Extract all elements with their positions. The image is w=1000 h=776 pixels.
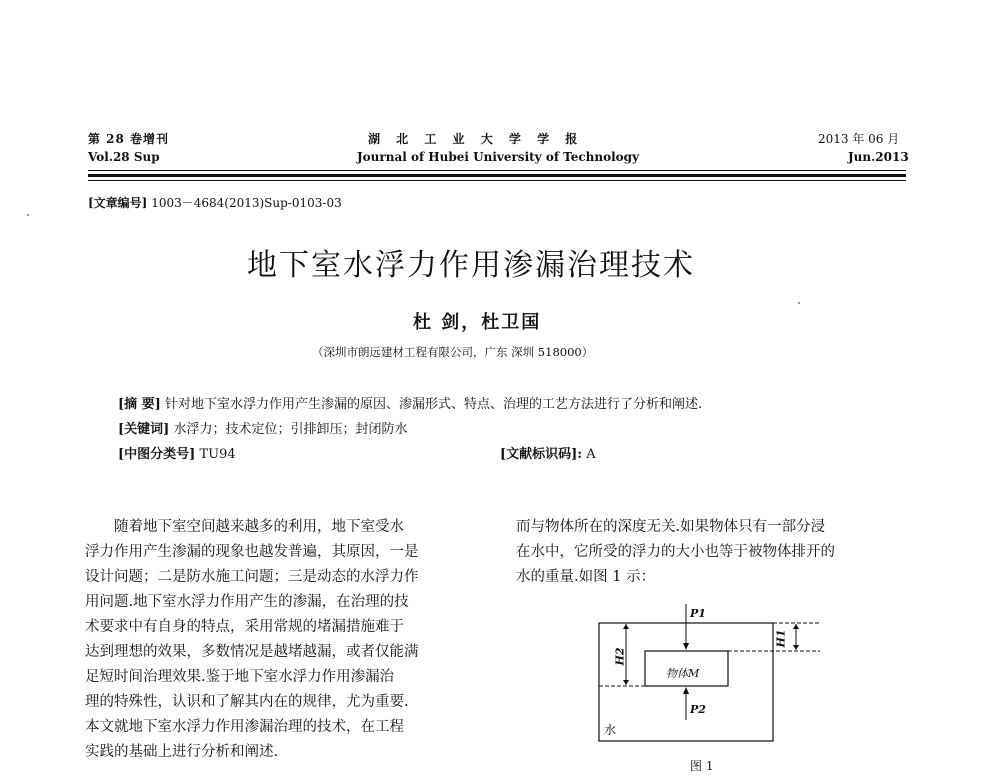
journal-cn: 湖 北 工 业 大 学 学 报: [368, 132, 584, 146]
right-line: 而与物体所在的深度无关.如果物体只有一部分浸: [516, 519, 826, 535]
right-line: 水的重量.如图 1 示：: [516, 569, 656, 585]
article-number-value: 1003－4684(2013)Sup-0103-03: [151, 196, 342, 210]
abstract-text: 针对地下室水浮力作用产生渗漏的原因、渗漏形式、特点、治理的工艺方法进行了分析和阐述.: [164, 397, 703, 412]
volume-cn: 第 28 卷增刊: [88, 132, 170, 146]
figure-1-diagram: [590, 598, 830, 748]
header-rule-thin-bottom: [88, 180, 906, 181]
scan-speck: [798, 302, 800, 304]
left-line: 达到理想的效果，多数情况是越堵越漏，或者仅能满: [85, 644, 419, 660]
journal-en: Journal of Hubei University of Technology: [357, 150, 640, 164]
h1-arrow-bottom: [793, 645, 799, 650]
object-label: 物体M: [666, 667, 700, 680]
p2-arrowhead: [683, 687, 689, 694]
date-cn: 2013 年 06 月: [818, 132, 900, 146]
paper-title: 地下室水浮力作用渗漏治理技术: [247, 248, 695, 283]
classification-value: TU94: [199, 447, 236, 462]
h2-arrow-top: [623, 624, 629, 629]
header-rule-thick: [88, 174, 906, 177]
left-column: [85, 515, 478, 765]
right-line: 在水中，它所受的浮力的大小也等于被物体排开的: [516, 544, 835, 560]
p1-label: P1: [690, 607, 706, 620]
abstract-line: [118, 393, 702, 412]
date-en: Jun.2013: [848, 150, 909, 164]
left-line: 本文就地下室水浮力作用渗漏治理的技术，在工程: [85, 719, 404, 735]
volume-en: Vol.28 Sup: [88, 150, 160, 164]
water-label: 水: [604, 723, 617, 737]
left-line: 随着地下室空间越来越多的利用，地下室受水: [114, 519, 404, 535]
affiliation: （深圳市朗远建材工程有限公司，广东 深圳 518000）: [312, 345, 594, 359]
h1-arrow-top: [793, 624, 799, 629]
doc-code-label: [文献标识码]:: [500, 447, 583, 462]
article-number: [88, 194, 342, 211]
left-line: 术要求中有自身的特点，采用常规的堵漏措施难于: [85, 619, 404, 635]
classification-line: [118, 443, 236, 462]
authors: 杜 剑，杜卫国: [413, 312, 542, 333]
left-line: 足短时间治理效果.鉴于地下室水浮力作用渗漏治: [85, 669, 395, 685]
p2-label: P2: [690, 703, 706, 716]
left-line: 理的特殊性，认识和了解其内在的规律，尤为重要.: [85, 694, 409, 710]
header-rule-thin: [88, 170, 906, 171]
left-line: 设计问题；二是防水施工问题；三是动态的水浮力作: [85, 569, 419, 585]
p1-arrowhead: [683, 643, 689, 650]
h2-arrow-bottom: [623, 680, 629, 685]
figure-caption: 图 1: [690, 759, 714, 773]
h2-label: H2: [613, 647, 627, 666]
scan-speck: [27, 214, 29, 216]
keywords-text: 水浮力；技术定位；引排卸压；封闭防水: [173, 422, 408, 437]
left-line: 浮力作用产生渗漏的现象也越发普遍，其原因，一是: [85, 544, 419, 560]
abstract-label: [摘 要]: [118, 397, 161, 412]
left-line: 用问题.地下室水浮力作用产生的渗漏，在治理的技: [85, 594, 409, 610]
classification-label: [中图分类号]: [118, 447, 196, 462]
keywords-label: [关键词]: [118, 422, 170, 437]
article-number-label: [文章编号]: [88, 196, 148, 210]
right-column: [516, 515, 911, 590]
keywords-line: [118, 418, 407, 437]
doc-code-value: A: [586, 447, 596, 462]
h1-label: H1: [774, 629, 788, 648]
left-line: 实践的基础上进行分析和阐述.: [85, 744, 279, 760]
doc-code-line: [500, 443, 596, 462]
